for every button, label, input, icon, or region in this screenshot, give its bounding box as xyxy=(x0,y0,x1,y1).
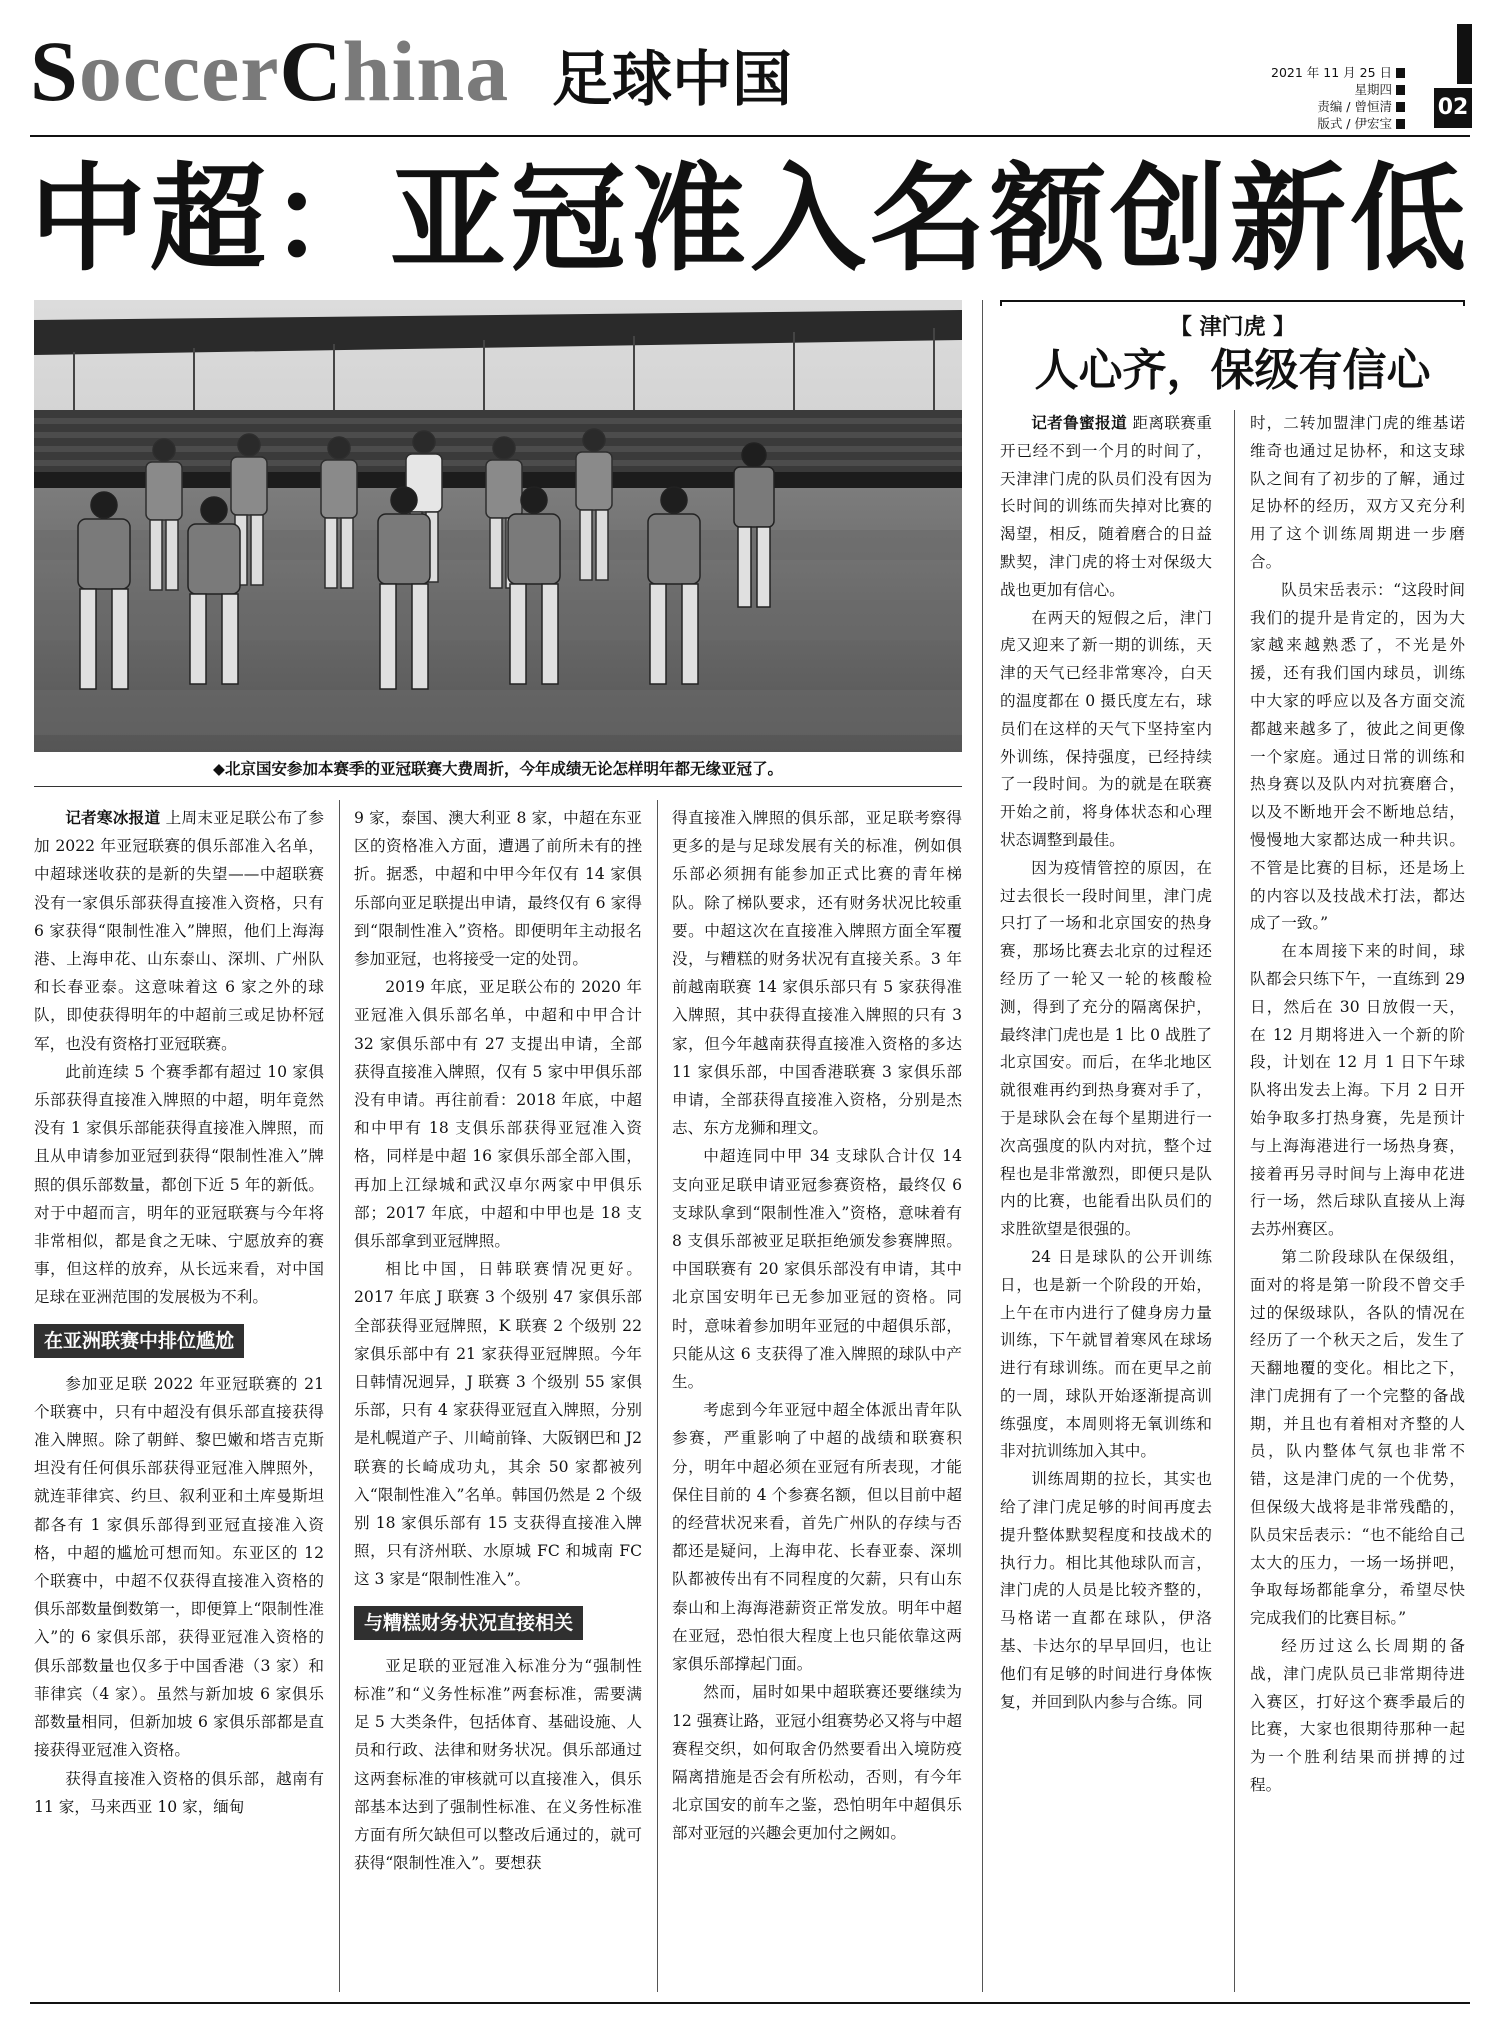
paragraph: 9 家，泰国、澳大利亚 8 家，中超在东亚区的资格准入方面，遭遇了前所未有的挫折。据悉，中超和中甲今年仅有 14 家俱乐部向亚足联提出申请，最终仅有 6 家得到“限制性准入”资格。即便明年主动报名参加亚冠，也将接受一定的处罚。 xyxy=(354,809,642,969)
subheading-asia-ranking: 在亚洲联赛中排位尴尬 xyxy=(34,1324,244,1358)
masthead-letters: occer xyxy=(78,23,280,119)
paragraph: 获得直接准入资格的俱乐部，越南有 11 家，马来西亚 10 家，缅甸 xyxy=(34,1769,324,1816)
page-number-block xyxy=(1434,24,1472,128)
side-article-title: 人心齐，保级有信心 xyxy=(1034,345,1431,396)
paragraph: 得直接准入牌照的俱乐部，亚足联考察得更多的是与足球发展有关的标准，例如俱乐部必须拥有能参加正式比赛的青年梯队。除了梯队要求，还有财务状况比较重要。中超这次在直接准入牌照方面全军覆没，与糟糕的财务状况有直接关系。3 年前越南联赛 14 家俱乐部只有 5 家获得准入牌照，其中获得直接准入牌照的只有 3 家，但今年越南获得直接准入资格的多达 11 家俱乐部，中国香港联赛 3 家俱乐部申请，全部获得直接准入资格，分别是杰志、东方龙狮和理文。 xyxy=(672,809,962,1138)
top-rule xyxy=(30,135,1470,137)
section-divider xyxy=(982,300,983,1992)
column-divider xyxy=(657,800,658,1992)
headline: 中超：亚冠准入名额创新低 xyxy=(30,152,1470,287)
photo-caption: ◆北京国安参加本赛季的亚冠联赛大费周折，今年成绩无论怎样明年都无缘亚冠了。 xyxy=(213,760,783,778)
main-article-column-2 xyxy=(354,804,642,1877)
masthead-letter: S xyxy=(30,23,79,119)
lead-paragraph xyxy=(1000,410,1212,605)
paragraph: 经历过这么长周期的备战，津门虎队员已非常期待进入赛区，打好这个赛季最后的比赛，大家也很期待那种一起为一个胜利结果而拼搏的过程。 xyxy=(1250,1637,1465,1795)
column-divider xyxy=(339,800,340,1992)
team-photo xyxy=(34,300,962,752)
masthead-letters: hina xyxy=(342,23,510,119)
side-article-column-2 xyxy=(1250,410,1465,1800)
masthead-logo xyxy=(30,23,510,119)
paragraph: 然而，届时如果中超联赛还要继续为 12 强赛让路，亚冠小组赛势必又将与中超赛程交织，如何取舍仍然要看出入境防疫隔离措施是否会有所松动，否则，有今年北京国安的前车之鉴，恐怕明年中超俱乐部对亚冠的兴趣会更加付之阙如。 xyxy=(672,1683,962,1843)
caption-rule xyxy=(34,786,962,787)
issue-layout: 版式 / 伊宏宝 xyxy=(1271,115,1405,132)
paragraph: 中超连同中甲 34 支球队合计仅 14 支向亚足联申请亚冠参赛资格，最终仅 6 支球队拿到“限制性准入”资格，意味着有 8 支俱乐部被亚足联拒绝颁发参赛牌照。中国联赛有 20 家俱乐部没有申请，其中北京国安明年已无参加亚冠的资格。同时，意味着参加明年亚冠的中超俱乐部，只能从这 6 支获得了准入牌照的球队中产生。 xyxy=(672,1147,962,1392)
paragraph: 24 日是球队的公开训练日，也是新一个阶段的开始，上午在市内进行了健身房力量训练，下午就冒着寒风在球场进行有球训练。而在更早之前的一周，球队开始逐渐提高训练强度，本周则将无氧训练和非对抗训练加入其中。 xyxy=(1000,1247,1212,1461)
paragraph: 2019 年底，亚足联公布的 2020 年亚冠准入俱乐部名单，中超和中甲合计 32 家俱乐部中有 27 支提出申请，全部获得直接准入牌照，仅有 5 家中甲俱乐部没有申请。再往前看：2018 年底，中超和中甲有 18 支俱乐部获得亚冠准入资格，同样是中超 16 家俱乐部全部入围，再加上江绿城和武汉卓尔两家中甲俱乐部；2017 年底，中超和中甲也是 18 支俱乐部拿到亚冠牌照。 xyxy=(354,978,642,1251)
lead-paragraph xyxy=(34,804,324,1058)
paragraph: 参加亚足联 2022 年亚冠联赛的 21 个联赛中，只有中超没有俱乐部直接获得准入牌照。除了朝鲜、黎巴嫩和塔吉克斯坦没有任何俱乐部获得亚冠准入牌照外，就连菲律宾、约旦、叙利亚和土库曼斯坦都各有 1 家俱乐部得到亚冠直接准入资格，中超的尴尬可想而知。东亚区的 12 个联赛中，中超不仅获得直接准入资格的俱乐部数量倒数第一，即便算上“限制性准入”的 6 家俱乐部，获得亚冠准入资格的俱乐部数量也仅多于中国香港（3 家）和菲律宾（4 家）。虽然与新加坡 6 家俱乐部数量相同，但新加坡 6 家俱乐部都是直接获得亚冠准入资格。 xyxy=(34,1374,324,1760)
paragraph: 距离联赛重开已经不到一个月的时间了，天津津门虎的队员们没有因为长时间的训练而失掉对比赛的渴望，相反，随着磨合的日益默契，津门虎的将士对保级大战也更加有信心。 xyxy=(1000,414,1212,599)
side-article-frame xyxy=(1000,300,1465,306)
paragraph: 此前连续 5 个赛季都有超过 10 家俱乐部获得直接准入牌照的中超，明年竟然没有 1 家俱乐部能获得直接准入牌照，而且从申请参加亚冠到获得“限制性准入”牌照的俱乐部数量，都创下近 5 年的新低。对于中超而言，明年的亚冠联赛与今年将非常相似，都是食之无味、宁愿放弃的赛事，但这样的放弃，从长远来看，对中国足球在亚洲范围的发展极为不利。 xyxy=(34,1062,324,1307)
side-byline: 记者鲁蜜报道 xyxy=(1031,414,1128,432)
issue-weekday: 星期四 xyxy=(1271,81,1405,98)
paragraph: 训练周期的拉长，其实也给了津门虎足够的时间再度去提升整体默契程度和技战术的执行力。相比其他球队而言，津门虎的人员是比较齐整的，马格诺一直都在球队，伊洛基、卡达尔的早早回归，也让他们有足够的时间进行身体恢复，并回到队内参与合练。同 xyxy=(1000,1470,1212,1711)
masthead-chinese: 足球中国 xyxy=(552,45,792,115)
column-divider xyxy=(1234,410,1235,1992)
bottom-rule xyxy=(30,2002,1470,2004)
paragraph: 上周末亚足联公布了参加 2022 年亚冠联赛的俱乐部准入名单，中超球迷收获的是新的失望——中超联赛没有一家俱乐部获得直接准入资格，只有 6 家获得“限制性准入”牌照，他们上海海港、上海申花、山东泰山、深圳、广州队和长春亚泰。这意味着这 6 家之外的球队，即使获得明年的中超前三或足协杯冠军，也没有资格打亚冠联赛。 xyxy=(34,809,324,1053)
side-article-kicker: 【 津门虎 】 xyxy=(1169,315,1296,340)
paragraph: 相比中国，日韩联赛情况更好。2017 年底 J 联赛 3 个级别 47 家俱乐部全部获得亚冠牌照，K 联赛 2 个级别 22 家俱乐部中有 21 家获得亚冠牌照。今年日韩情况迥异，J 联赛 3 个级别 55 家俱乐部，只有 4 家获得亚冠直入牌照，分别是札幌道产子、川崎前锋、大阪钢巴和 J2 联赛的长崎成功丸，其余 50 家都被列入“限制性准入”名单。韩国仍然是 2 个级别 18 家俱乐部有 15 支获得直接准入牌照，只有济州联、水原城 FC 和城南 FC 这 3 家是“限制性准入”。 xyxy=(354,1260,642,1589)
paragraph: 时，二转加盟津门虎的维基诺维奇也通过足协杯，和这支球队之间有了初步的了解，通过足协杯的经历，双方又充分利用了这个训练周期进一步磨合。 xyxy=(1250,414,1465,571)
main-article-column-1 xyxy=(34,804,324,1821)
masthead-letter: C xyxy=(279,23,343,119)
team-photo-illustration xyxy=(34,300,962,752)
side-article-column-1 xyxy=(1000,410,1212,1716)
main-article-column-3 xyxy=(672,804,962,1848)
paragraph: 亚足联的亚冠准入标准分为“强制性标准”和“义务性标准”两套标准，需要满足 5 大类条件，包括体育、基础设施、人员和行政、法律和财务状况。俱乐部通过这两套标准的审核就可以直接准入，俱乐部基本达到了强制性标准、在义务性标准方面有所欠缺但可以整改后通过的，就可获得“限制性准入”。要想获 xyxy=(354,1656,642,1873)
page-marker-bar xyxy=(1457,24,1472,84)
paragraph: 因为疫情管控的原因，在过去很长一段时间里，津门虎只打了一场和北京国安的热身赛，那场比赛去北京的过程还经历了一轮又一轮的核酸检测，得到了充分的隔离保护，最终津门虎也是 1 比 0 战胜了北京国安。而后，在华北地区就很难再约到热身赛对手了，于是球队会在每个星期进行一次高强度的队内对抗，整个过程也是非常激烈，即便只是队内的比赛，也能看出队员们的求胜欲望是很强的。 xyxy=(1000,858,1212,1239)
page-number: 02 xyxy=(1434,88,1472,128)
subheading-finance: 与糟糕财务状况直接相关 xyxy=(354,1606,583,1640)
paragraph: 考虑到今年亚冠中超全体派出青年队参赛，严重影响了中超的战绩和联赛积分，明年中超必须在亚冠有所表现，才能保住目前的 4 个参赛名额，但以目前中超的经营状况来看，首先广州队的存续与否都还是疑问，上海申花、长春亚泰、深圳队都被传出有不同程度的欠薪，只有山东泰山和上海海港薪资正常发放。明年中超在亚冠，恐怕很大程度上也只能依靠这两家俱乐部撑起门面。 xyxy=(672,1401,962,1674)
paragraph: 在本周接下来的时间，球队都会只练下午，一直练到 29 日，然后在 30 日放假一天，在 12 月期将进入一个新的阶段，计划在 12 月 1 日下午球队将出发去上海。下月 2 日开始争取多打热身赛，先是预计与上海海港进行一场热身赛，接着再另寻时间与上海申花进行一场，然后球队直接从上海去苏州赛区。 xyxy=(1250,942,1465,1239)
paragraph: 第二阶段球队在保级组，面对的将是第一阶段不曾交手过的保级球队，各队的情况在经历了一个秋天之后，发生了天翻地覆的变化。相比之下，津门虎拥有了一个完整的备战期，并且也有着相对齐整的人员，队内整体气氛也非常不错，这是津门虎的一个优势，但保级大战将是非常残酷的，队员宋岳表示：“也不能给自己太大的压力，一场一场拼吧，争取每场都能拿分，希望尽快完成我们的比赛目标。” xyxy=(1250,1247,1465,1628)
issue-date: 2021 年 11 月 25 日 xyxy=(1271,64,1405,81)
main-byline: 记者寒冰报道 xyxy=(65,809,161,827)
issue-meta xyxy=(1271,64,1405,132)
issue-editor: 责编 / 曾恒清 xyxy=(1271,98,1405,115)
paragraph: 队员宋岳表示：“这段时间我们的提升是肯定的，因为大家越来越熟悉了，不光是外援，还有我们国内球员，训练中大家的呼应以及各方面交流都越来越多了，彼此之间更像一个家庭。通过日常的训练和热身赛以及队内对抗赛磨合，以及不断地开会不断地总结，慢慢地大家都达成一种共识。不管是比赛的目标，还是场上的内容以及技战术打法，都达成了一致。” xyxy=(1250,580,1465,933)
paragraph: 在两天的短假之后，津门虎又迎来了新一期的训练，天津的天气已经非常寒冷，白天的温度都在 0 摄氏度左右，球员们在这样的天气下坚持室内外训练，保持强度，已经持续了一段时间。为的就是在联赛开始之前，将身体状态和心理状态调整到最佳。 xyxy=(1000,608,1212,849)
